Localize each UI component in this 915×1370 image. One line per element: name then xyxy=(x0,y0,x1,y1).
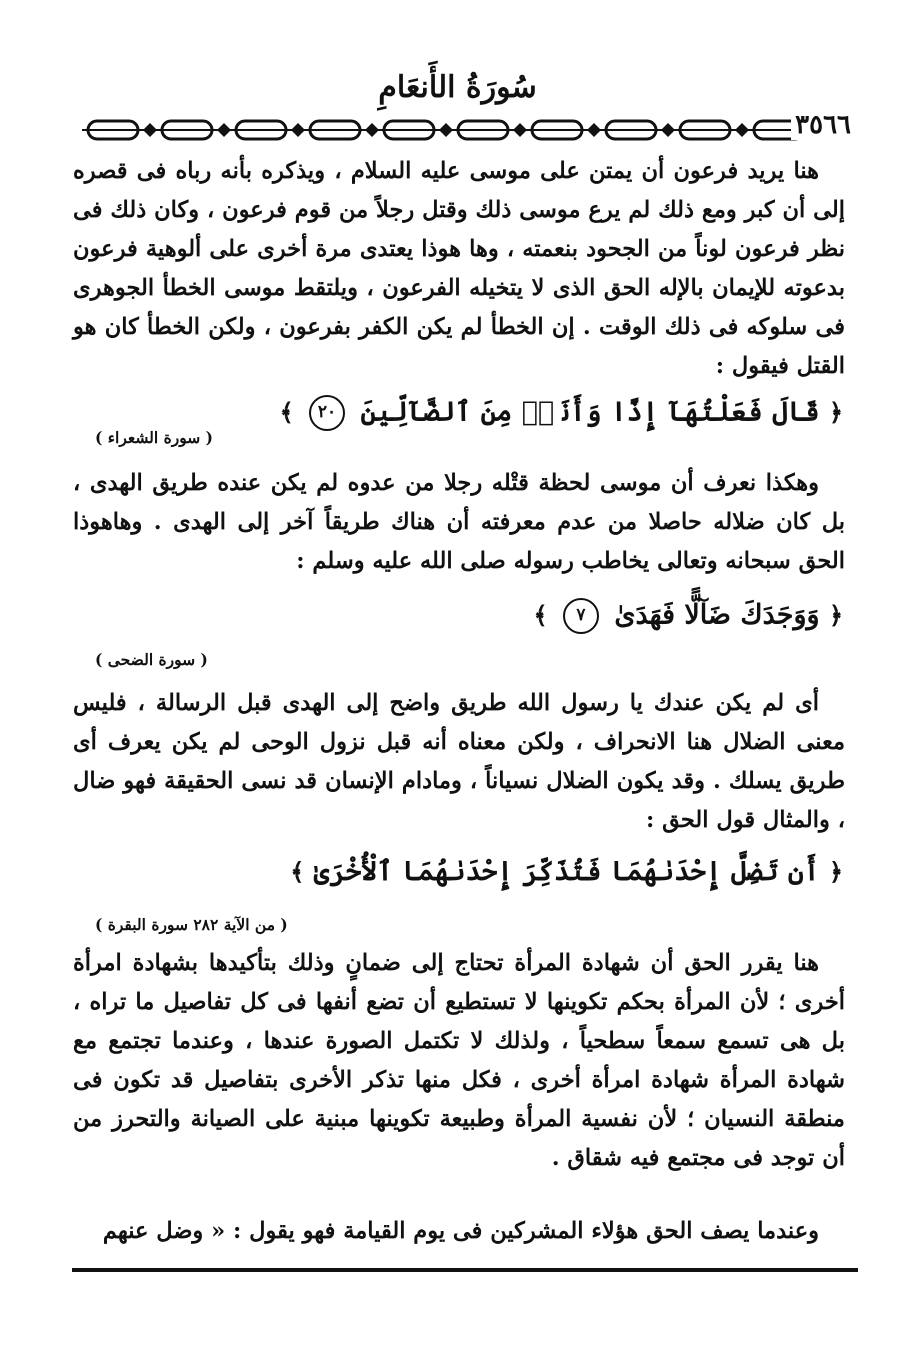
paragraph-text: وهكذا نعرف أن موسى لحظة قتْله رجلا من عدوه لم يكن عنده طريق الهدى ، بل كان ضلاله حاصلا من عدم معرفته أن هناك طريقاً آخر إلى الهدى . وهاهوذا الحق سبحانه وتعالى يخاطب رسوله صلى الله عليه وسلم : xyxy=(73,470,845,574)
ornate-bracket-close-icon: ﴾ xyxy=(533,600,548,630)
verse-text: قَالَ فَعَلْتُهَآ إِذًا وَأَنَا۠ مِنَ ٱلضَّآلِّينَ xyxy=(360,396,820,428)
verse-reference-1: ( سورة الشعراء ) xyxy=(95,428,213,447)
surah-title: سُورَةُ الأَنعَامِ xyxy=(378,70,537,105)
ornate-bracket-close-icon: ﴾ xyxy=(279,397,294,427)
verse-reference-2: ( سورة الضحى ) xyxy=(95,650,208,669)
ornate-bracket-open-icon: ﴿ xyxy=(828,857,843,886)
paragraph-3 xyxy=(73,684,845,840)
ayah-number-icon: ٧ xyxy=(563,598,599,634)
verse-text: وَوَجَدَكَ ضَآلًّا فَهَدَىٰ xyxy=(614,599,820,631)
paragraph-text: هنا يقرر الحق أن شهادة المرأة تحتاج إلى ضمانٍ وذلك بتأكيدها بشهادة امرأة أخرى ؛ لأن المرأة بحكم تكوينها لا تستطيع أن تضع أنفها فى كل تفاصيل ما تراه ، بل هى تسمع سمعاً سطحياً ، ولذلك لا تكتمل الصورة عندها ، وعندما تجتمع مع شهادة المرأة شهادة امرأة أخرى ، فكل منها تذكر الأخرى بتفاصيل قد تكون فى منطقة النسيان ؛ لأن نفسية المرأة وطبيعة تكوينها مبنية على الصيانة والتحرز من أن توجد فى مجتمع فيه شقاق . xyxy=(73,950,845,1171)
quran-verse-3 xyxy=(290,856,843,887)
quran-verse-2 xyxy=(533,598,843,634)
verse-reference-3: ( من الآية ٢٨٢ سورة البقرة ) xyxy=(95,915,288,934)
paragraph-text: هنا يريد فرعون أن يمتن على موسى عليه السلام ، ويذكره بأنه رباه فى قصره إلى أن كبر ومع ذلك لم يرع موسى ذلك وقتل رجلاً من قوم فرعون ، وكان ذلك فى نظر فرعون لوناً من الجحود بنعمته ، وها هوذا يعتدى مرة أخرى على ألوهية فرعون بدعوته للإيمان بالإله الحق الذى لا يتخيله الفرعون ، ويلتقط موسى الخطأ الجوهرى فى سلوكه فى ذلك الوقت . إن الخطأ لم يكن الكفر بفرعون ، ولكن الخطأ كان هو القتل فيقول : xyxy=(73,158,845,379)
paragraph-5 xyxy=(73,1212,845,1251)
paragraph-1 xyxy=(73,152,845,386)
ornate-bracket-open-icon: ﴿ xyxy=(828,397,843,427)
paragraph-4 xyxy=(73,944,845,1178)
paragraph-text: أى لم يكن عندك يا رسول الله طريق واضح إلى الهدى قبل الرسالة ، فليس معنى الضلال هنا الانحراف ، ولكن معناه أنه قبل نزول الوحى لم يكن يعرف أى طريق يسلك . وقد يكون الضلال نسياناً ، ومادام الإنسان قد نسى الحقيقة فهو ضال ، والمثال قول الحق : xyxy=(73,690,845,833)
ornate-bracket-close-icon: ﴾ xyxy=(290,857,305,886)
ornate-bracket-open-icon: ﴿ xyxy=(828,600,843,630)
paragraph-text: وعندما يصف الحق هؤلاء المشركين فى يوم القيامة فهو يقول : « وضل عنهم xyxy=(102,1218,819,1244)
ornamental-border xyxy=(82,118,822,142)
paragraph-2 xyxy=(73,464,845,581)
ayah-number-icon: ٢٠ xyxy=(309,395,345,431)
verse-text: أَن تَضِلَّ إِحْدَىٰهُمَا فَتُذَكِّرَ إِحْدَىٰهُمَا ٱلْأُخْرَىٰ xyxy=(313,856,820,887)
quran-verse-1 xyxy=(280,395,843,431)
page-number: ٣٥٦٦ xyxy=(791,110,855,140)
bottom-rule xyxy=(72,1268,858,1272)
